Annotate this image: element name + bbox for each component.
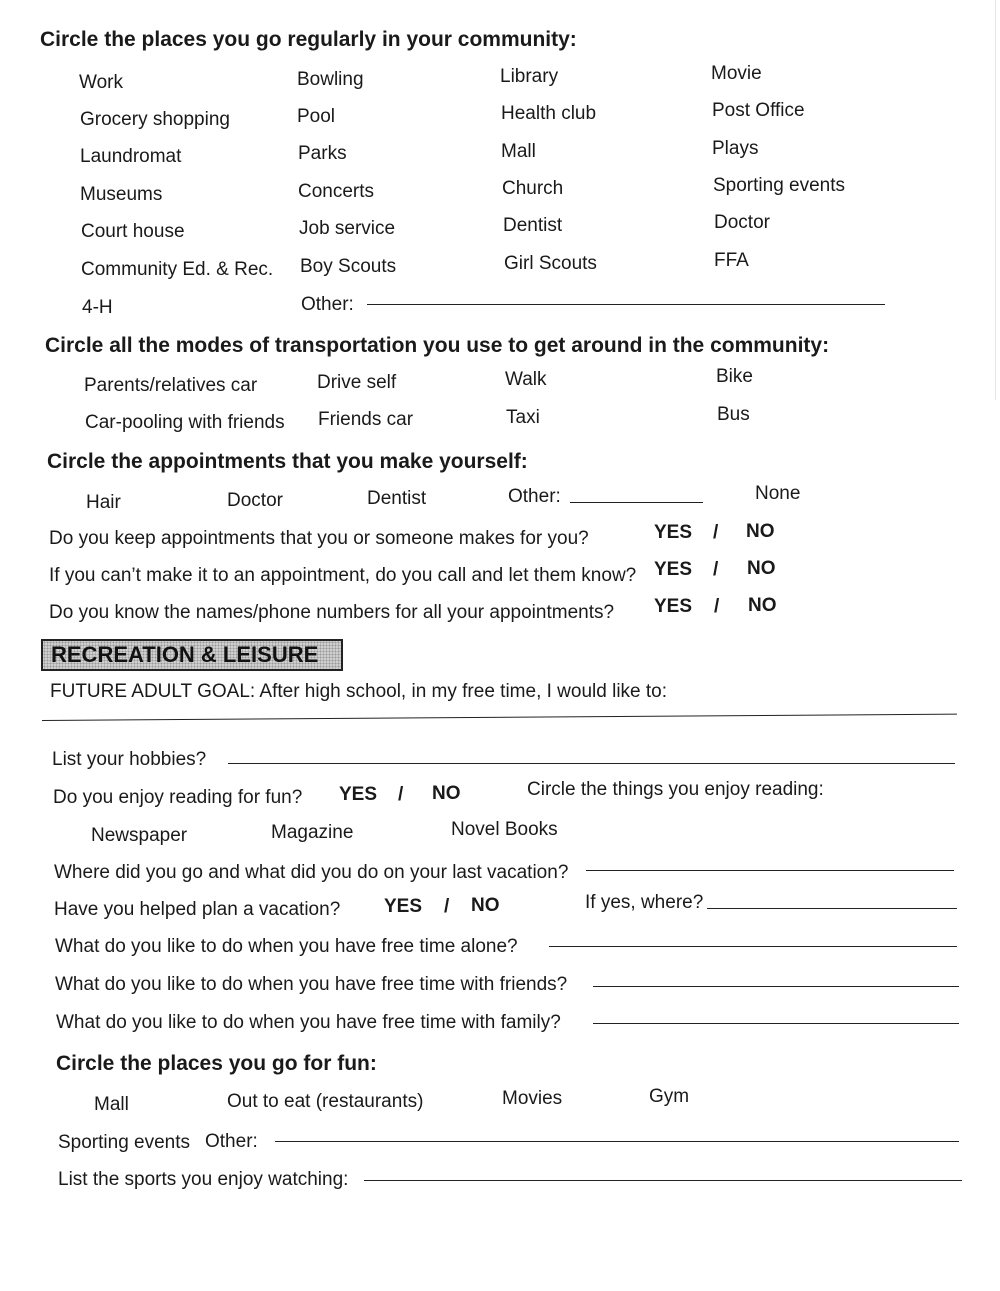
no-option[interactable]: NO bbox=[748, 595, 777, 616]
option-parks[interactable]: Parks bbox=[298, 143, 347, 164]
option-mall[interactable]: Mall bbox=[501, 141, 536, 162]
transport-heading: Circle all the modes of transportation you use to get around in the community: bbox=[45, 334, 830, 357]
option-parents-car[interactable]: Parents/relatives car bbox=[84, 375, 258, 396]
option-girl-scouts[interactable]: Girl Scouts bbox=[504, 253, 597, 274]
appointments-heading: Circle the appointments that you make yourself: bbox=[47, 450, 528, 473]
slash-separator: / bbox=[444, 896, 450, 917]
free-family-question: What do you like to do when you have free time with family? bbox=[56, 1012, 561, 1033]
vacation-blank[interactable] bbox=[586, 870, 954, 871]
option-appt-doctor[interactable]: Doctor bbox=[227, 490, 283, 511]
no-option[interactable]: NO bbox=[432, 783, 461, 804]
yes-option[interactable]: YES bbox=[339, 784, 378, 805]
option-health-club[interactable]: Health club bbox=[501, 103, 597, 124]
sports-watch-blank[interactable] bbox=[364, 1180, 962, 1181]
future-goal-blank[interactable] bbox=[42, 714, 957, 721]
option-museums[interactable]: Museums bbox=[80, 184, 163, 205]
option-taxi[interactable]: Taxi bbox=[506, 407, 540, 428]
option-bus[interactable]: Bus bbox=[717, 404, 750, 425]
option-out-to-eat[interactable]: Out to eat (restaurants) bbox=[227, 1091, 424, 1112]
option-fun-mall[interactable]: Mall bbox=[94, 1094, 129, 1115]
scan-edge bbox=[995, 0, 996, 400]
option-car-pooling[interactable]: Car-pooling with friends bbox=[85, 412, 285, 433]
question-keep-appointments: Do you keep appointments that you or someone makes for you? bbox=[49, 528, 589, 549]
fun-other-label: Other: bbox=[205, 1131, 258, 1152]
question-know-names: Do you know the names/phone numbers for all your appointments? bbox=[49, 602, 615, 623]
option-library[interactable]: Library bbox=[500, 66, 559, 87]
fun-heading: Circle the places you go for fun: bbox=[56, 1052, 377, 1075]
option-friends-car[interactable]: Friends car bbox=[318, 409, 414, 430]
option-court-house[interactable]: Court house bbox=[81, 221, 185, 242]
question-call-cancel: If you can’t make it to an appointment, do you call and let them know? bbox=[49, 565, 637, 586]
other-blank[interactable] bbox=[367, 304, 885, 305]
yes-option[interactable]: YES bbox=[654, 522, 693, 543]
community-heading: Circle the places you go regularly in your community: bbox=[40, 28, 577, 51]
slash-separator: / bbox=[713, 522, 719, 543]
sports-watch-label: List the sports you enjoy watching: bbox=[58, 1169, 349, 1190]
no-option[interactable]: NO bbox=[747, 558, 776, 579]
option-appt-dentist[interactable]: Dentist bbox=[367, 488, 427, 509]
if-yes-blank[interactable] bbox=[707, 908, 957, 909]
reading-circle-label: Circle the things you enjoy reading: bbox=[527, 779, 824, 800]
option-doctor[interactable]: Doctor bbox=[714, 212, 770, 233]
option-dentist[interactable]: Dentist bbox=[503, 215, 563, 236]
option-newspaper[interactable]: Newspaper bbox=[91, 825, 188, 846]
yes-option[interactable]: YES bbox=[654, 559, 693, 580]
free-friends-question: What do you like to do when you have free time with friends? bbox=[55, 974, 568, 995]
option-boy-scouts[interactable]: Boy Scouts bbox=[300, 256, 397, 277]
option-sporting-events[interactable]: Sporting events bbox=[713, 175, 846, 196]
no-option[interactable]: NO bbox=[471, 895, 500, 916]
option-laundromat[interactable]: Laundromat bbox=[80, 146, 182, 167]
free-friends-blank[interactable] bbox=[593, 986, 959, 987]
option-hair[interactable]: Hair bbox=[86, 492, 121, 513]
option-drive-self[interactable]: Drive self bbox=[317, 372, 397, 393]
future-goal-label: FUTURE ADULT GOAL: After high school, in my free time, I would like to: bbox=[50, 681, 668, 702]
option-community-ed[interactable]: Community Ed. & Rec. bbox=[81, 259, 274, 280]
option-job-service[interactable]: Job service bbox=[299, 218, 396, 239]
option-post-office[interactable]: Post Office bbox=[712, 100, 805, 121]
if-yes-label: If yes, where? bbox=[585, 892, 704, 913]
plan-vacation-question: Have you helped plan a vacation? bbox=[54, 899, 341, 920]
free-family-blank[interactable] bbox=[593, 1023, 959, 1024]
yes-option[interactable]: YES bbox=[384, 896, 423, 917]
option-bowling[interactable]: Bowling bbox=[297, 69, 364, 90]
option-novel-books[interactable]: Novel Books bbox=[451, 819, 558, 840]
option-pool[interactable]: Pool bbox=[297, 106, 336, 127]
slash-separator: / bbox=[714, 596, 720, 617]
appt-other-label: Other: bbox=[508, 486, 561, 507]
free-alone-blank[interactable] bbox=[549, 946, 957, 947]
option-grocery[interactable]: Grocery shopping bbox=[80, 109, 230, 130]
recreation-banner-label: RECREATION & LEISURE bbox=[51, 642, 319, 667]
recreation-banner bbox=[41, 639, 343, 671]
option-movies[interactable]: Movies bbox=[502, 1088, 563, 1109]
fun-other-blank[interactable] bbox=[275, 1141, 959, 1142]
option-movie[interactable]: Movie bbox=[711, 63, 762, 84]
option-bike[interactable]: Bike bbox=[716, 366, 753, 387]
option-concerts[interactable]: Concerts bbox=[298, 181, 375, 202]
option-ffa[interactable]: FFA bbox=[714, 250, 749, 271]
vacation-question: Where did you go and what did you do on your last vacation? bbox=[54, 862, 569, 883]
option-work[interactable]: Work bbox=[79, 72, 123, 93]
slash-separator: / bbox=[713, 559, 719, 580]
appt-other-blank[interactable] bbox=[570, 502, 703, 503]
option-none[interactable]: None bbox=[755, 483, 801, 504]
other-label: Other: bbox=[301, 294, 354, 315]
slash-separator: / bbox=[398, 784, 404, 805]
no-option[interactable]: NO bbox=[746, 521, 775, 542]
option-church[interactable]: Church bbox=[502, 178, 564, 199]
option-4h[interactable]: 4-H bbox=[82, 297, 113, 318]
option-plays[interactable]: Plays bbox=[712, 138, 759, 159]
option-walk[interactable]: Walk bbox=[505, 369, 547, 390]
yes-option[interactable]: YES bbox=[654, 596, 693, 617]
option-magazine[interactable]: Magazine bbox=[271, 822, 354, 843]
free-alone-question: What do you like to do when you have free time alone? bbox=[55, 936, 518, 957]
reading-question: Do you enjoy reading for fun? bbox=[53, 787, 303, 808]
hobbies-label: List your hobbies? bbox=[52, 749, 207, 770]
option-gym[interactable]: Gym bbox=[649, 1086, 690, 1107]
option-fun-sporting-events[interactable]: Sporting events bbox=[58, 1132, 191, 1153]
hobbies-blank[interactable] bbox=[228, 763, 955, 764]
